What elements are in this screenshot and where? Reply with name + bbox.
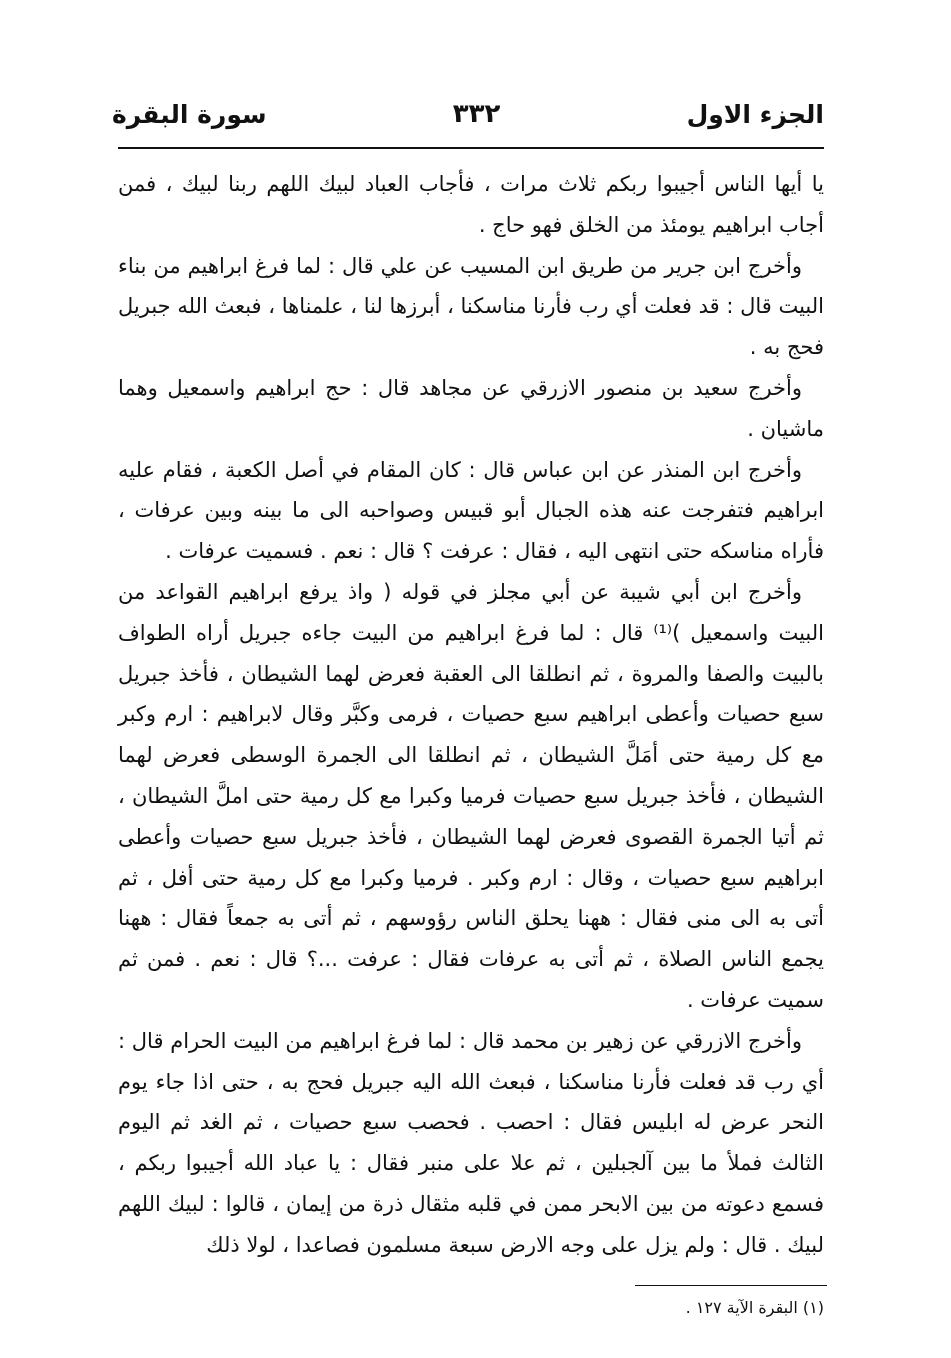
paragraph: يا أيها الناس أجيبوا ربكم ثلاث مرات ، فأجاب العباد لبيك اللهم ربنا لبيك ، فمن أجاب ابراهيم يومئذ من الخلق فهو حاج . [118,172,824,237]
paragraph: وأخرج سعيد بن منصور الازرقي عن مجاهد قال : حج ابراهيم واسمعيل وهما ماشيان . [118,375,824,441]
footnote-divider [635,1285,827,1286]
paragraph: وأخرج الازرقي عن زهير بن محمد قال : لما فرغ ابراهيم من البيت الحرام قال : أي رب قد فعلت فأرنا مناسكنا ، فبعث الله اليه جبريل فحج به ، حتى اذا جاء يوم النحر عرض له ابليس فقال : احصب . فحصب سبع حصيات ، ثم الغد ثم اليوم الثالث فملأ ما بين آلجبلين ، ثم علا على منبر فقال : يا عباد الله أجيبوا ربكم ، فسمع دعوته من بين الابحر ممن في قلبه مثقال ذرة من إيمان ، قالوا : لبيك اللهم لبيك . قال : ولم يزل على وجه الارض سبعة مسلمون فصاعدا ، لولا ذلك [118,1028,824,1257]
part-title: الجزء الاول [686,99,824,129]
paragraph: وأخرج ابن جرير من طريق ابن المسيب عن علي قال : لما فرغ ابراهيم من بناء البيت قال : قد فعلت أي رب فأرنا مناسكنا ، أبرزها لنا ، علمناها ، فبعث الله جبريل فحج به . [118,253,824,360]
page-header [112,92,824,136]
footnote: (١) البقرة الآية ١٢٧ . [685,1298,824,1317]
paragraph: وأخرج ابن أبي شيبة عن أبي مجلز في قوله ( واذ يرفع ابراهيم القواعد من البيت واسمعيل )⁽¹⁾ قال : لما فرغ ابراهيم من البيت جاءه جبريل أراه الطواف بالبيت والصفا والمروة ، ثم انطلقا الى العقبة فعرض لهما الشيطان ، فأخذ جبريل سبع حصيات وأعطى ابراهيم سبع حصيات ، فرمى وكبَّر وقال لابراهيم : ارم وكبر مع كل رمية حتى أمَلَّ الشيطان ، ثم انطلقا الى الجمرة الوسطى فعرض لهما الشيطان ، فأخذ جبريل سبع حصيات فرميا وكبرا مع كل رمية حتى املَّ الشيطان ، ثم أتيا الجمرة القصوى فعرض لهما الشيطان ، فأخذ جبريل سبع حصيات وأعطى ابراهيم سبع حصيات ، وقال : ارم وكبر . فرميا وكبرا مع كل رمية حتى أفل ، ثم أتى به الى منى فقال : ههنا يحلق الناس رؤوسهم ، ثم أتى به جمعاً فقال : ههنا يجمع الناس الصلاة ، ثم أتى به عرفات فقال : عرفت ...؟ قال : نعم . فمن ثم سميت عرفات . [118,579,824,1012]
paragraph: وأخرج ابن المنذر عن ابن عباس قال : كان المقام في أصل الكعبة ، فقام عليه ابراهيم فتفرجت عنه هذه الجبال أبو قبيس وصواحبه الى ما بينه وبين عرفات ، فأراه مناسكه حتى انتهى اليه ، فقال : عرفت ؟ قال : نعم . فسميت عرفات . [118,457,824,564]
surah-title: سورة البقرة [112,99,267,129]
body-text [118,164,824,1266]
page-number: ٣٣٢ [452,99,501,129]
header-divider [118,147,824,149]
